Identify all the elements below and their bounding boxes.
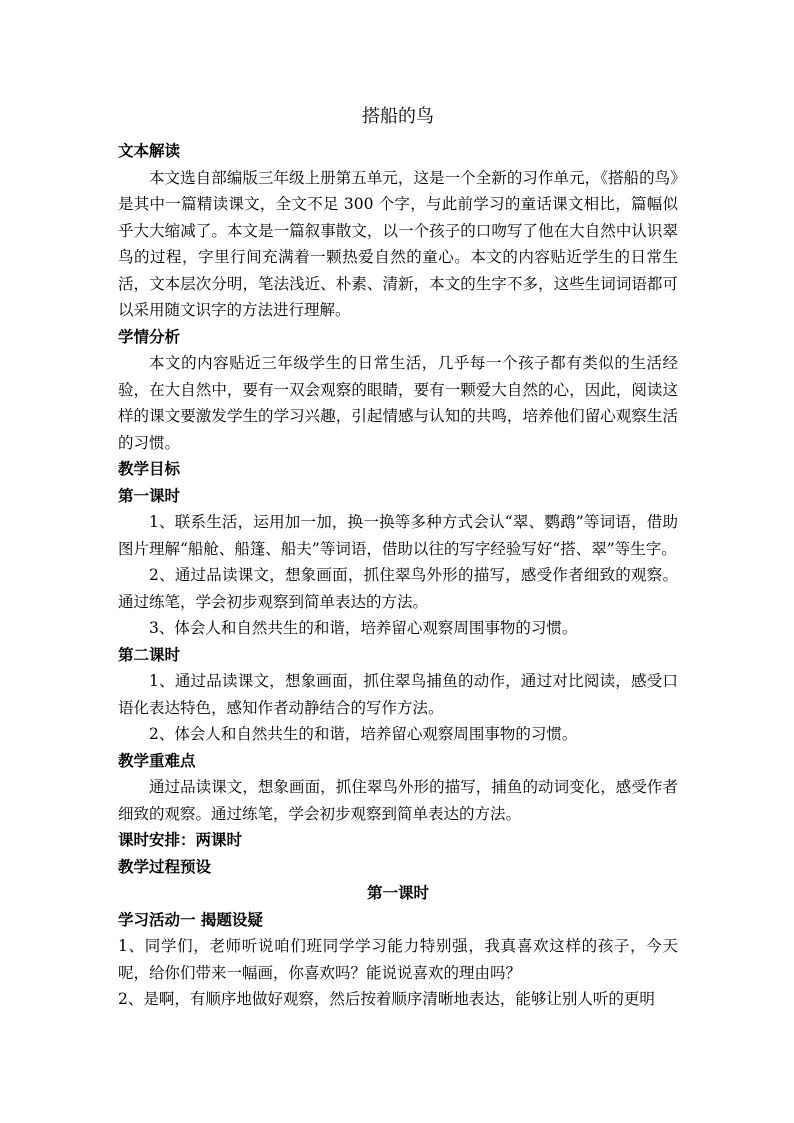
document-title: 搭船的鸟 xyxy=(362,106,434,127)
paragraph-key-difficulties: 通过品读课文，想象画面，抓住翠鸟外形的描写，捕鱼的动词变化，感受作者细致的观察。通过练笔，学会初步观察到简单表达的方法。 xyxy=(118,778,678,823)
section-heading-key-difficulties: 教学重难点 xyxy=(118,750,196,770)
activity-heading-1: 学习活动一 揭题设疑 xyxy=(118,909,263,929)
goal-item-2-2: 2、体会人和自然共生的和谐，培养留心观察周围事物的习惯。 xyxy=(149,725,578,743)
centered-heading-first-lesson: 第一课时 xyxy=(366,883,429,902)
section-heading-teaching-goals: 教学目标 xyxy=(118,459,181,478)
section-heading-lesson-arrangement: 课时安排：两课时 xyxy=(118,830,243,849)
section-heading-teaching-process: 教学过程预设 xyxy=(118,856,212,876)
goal-item-1-3: 3、体会人和自然共生的和谐，培养留心观察周围事物的习惯。 xyxy=(149,619,578,637)
document-page xyxy=(118,102,678,1013)
activity-item-1: 1、同学们，老师听说咱们班同学学习能力特别强，我真喜欢这样的孩子，今天呢，给你们带来一幅画，你喜欢吗？能说说喜欢的理由吗？ xyxy=(118,937,678,982)
activity-item-2: 2、是啊，有顺序地做好观察，然后按着顺序清晰地表达，能够让别人听的更明 xyxy=(118,990,655,1008)
subheading-second-lesson: 第二课时 xyxy=(118,644,181,664)
section-heading-student-analysis: 学情分析 xyxy=(118,326,181,346)
goal-item-1-2: 2、通过品读课文，想象画面，抓住翠鸟外形的描写，感受作者细致的观察。通过练笔，学会初步观察到简单表达的方法。 xyxy=(118,566,678,611)
goal-item-1-1: 1、联系生活，运用加一加，换一换等多种方式会认“翠、鹦鹉”等词语，借助图片理解“船舱、船篷、船夫”等词语，借助以往的写字经验写好“搭、翠”等生字。 xyxy=(118,513,678,558)
paragraph-student-analysis: 本文的内容贴近三年级学生的日常生活，几乎每一个孩子都有类似的生活经验，在大自然中，要有一双会观察的眼睛，要有一颗爱大自然的心，因此，阅读这样的课文要激发学生的学习兴趣，引起情感与认知的共鸣，培养他们留心观察生活的习惯。 xyxy=(118,354,678,452)
section-heading-text-interpretation: 文本解读 xyxy=(118,141,181,160)
subheading-first-lesson: 第一课时 xyxy=(118,485,181,505)
paragraph-text-interpretation: 本文选自部编版三年级上册第五单元，这是一个全新的习作单元，《搭船的鸟》是其中一篇精读课文，全文不足 300 个字，与此前学习的童话课文相比，篇幅似乎大大缩减了。本文是一篇叙事散文，以一个孩子的口吻写了他在大自然中认识翠鸟的过程，字里行间充满着一颗热爱自然的童心。本文的内容贴近学生的日常生活，文本层次分明，笔法浅近、朴素、清新，本文的生字不多，这些生词词语都可以采用随文识字的方法进行理解。 xyxy=(118,168,678,319)
goal-item-2-1: 1、通过品读课文，想象画面，抓住翠鸟捕鱼的动作，通过对比阅读，感受口语化表达特色，感知作者动静结合的写作方法。 xyxy=(118,672,678,717)
